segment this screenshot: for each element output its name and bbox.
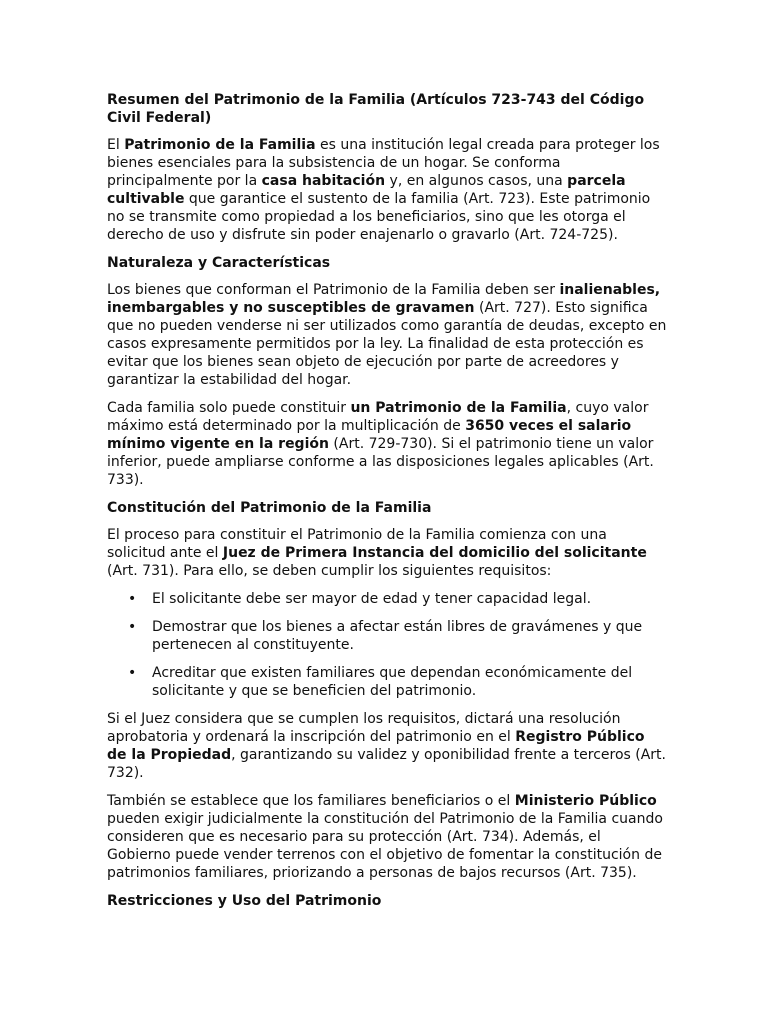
naturaleza-paragraph: [107, 281, 668, 389]
text-run: También se establece que los familiares beneficiarios o el: [107, 793, 515, 809]
text-run: (Art. 731). Para ello, se deben cumplir los siguientes requisitos:: [107, 563, 552, 579]
registro-paragraph: [107, 710, 668, 782]
bold-term: casa habitación: [261, 173, 386, 189]
text-run: , cuyo valor máximo está determinado por la multiplicación de: [107, 400, 649, 434]
text-run: , garantizando su validez y oponibilidad frente a terceros (Art. 732).: [107, 747, 666, 781]
requirements-list: [107, 590, 668, 700]
valor-paragraph: [107, 399, 668, 489]
bold-term: Juez de Primera Instancia del domicilio del solicitante: [222, 545, 647, 561]
document-title: Resumen del Patrimonio de la Familia (Artículos 723-743 del Código Civil Federal): [107, 92, 645, 126]
bold-term: parcela cultivable: [107, 173, 626, 207]
text-run: El proceso para constituir el Patrimonio de la Familia comienza con una solicitud ante el: [107, 527, 607, 561]
list-item: • Demostrar que los bienes a afectar están libres de gravámenes y que pertenecen al constituyente.: [152, 618, 668, 654]
list-item: • El solicitante debe ser mayor de edad y tener capacidad legal.: [152, 590, 668, 608]
text-run: y, en algunos casos, una: [385, 173, 568, 189]
text-run: (Art. 727). Esto significa que no pueden venderse ni ser utilizados como garantía de deudas, excepto en casos expresamente permitidos por la ley. La finalidad de esta protección es evitar que los bienes sean objeto de ejecución por parte de acreedores y garantizar la estabilidad del hogar.: [107, 300, 667, 388]
intro-paragraph: [107, 136, 668, 244]
bold-term: 3650 veces el salario mínimo vigente en la región: [107, 418, 632, 452]
text-run: que garantice el sustento de la familia (Art. 723). Este patrimonio no se transmite como propiedad a los beneficiarios, sino que les otorga el derecho de uso y disfrute sin poder enajenarlo o gravarlo (Art. 724-725).: [107, 191, 651, 243]
section-heading-constitucion: Constitución del Patrimonio de la Familia: [107, 500, 432, 516]
text-run: Si el Juez considera que se cumplen los requisitos, dictará una resolución aprobatoria y ordenará la inscripción del patrimonio en el: [107, 711, 621, 745]
bold-term: Registro Público de la Propiedad: [107, 729, 645, 763]
bold-term: inalienables, inembargables y no susceptibles de gravamen: [107, 282, 661, 316]
text-run: El: [107, 137, 125, 153]
text-run: (Art. 729-730). Si el patrimonio tiene un valor inferior, puede ampliarse conforme a las disposiciones legales aplicables (Art. 733).: [107, 436, 654, 488]
bold-term: Ministerio Público: [514, 793, 657, 809]
text-run: pueden exigir judicialmente la constitución del Patrimonio de la Familia cuando consideren que es necesario para su protección (Art. 734). Además, el Gobierno puede vender terrenos con el objetivo de fomentar la constitución de patrimonios familiares, priorizando a personas de bajos recursos (Art. 735).: [107, 811, 663, 881]
bold-term: Patrimonio de la Familia: [124, 137, 316, 153]
list-item: • Acreditar que existen familiares que dependan económicamente del solicitante y que se beneficien del patrimonio.: [152, 664, 668, 700]
section-heading-naturaleza: Naturaleza y Características: [107, 255, 331, 271]
section-heading-restricciones: Restricciones y Uso del Patrimonio: [107, 893, 382, 909]
ministerio-paragraph: [107, 792, 668, 882]
text-run: es una institución legal creada para proteger los bienes esenciales para la subsistencia de un hogar. Se conforma principalmente por la: [107, 137, 660, 189]
constitucion-paragraph: [107, 526, 668, 580]
text-run: Los bienes que conforman el Patrimonio de la Familia deben ser: [107, 282, 560, 298]
text-run: Cada familia solo puede constituir: [107, 400, 351, 416]
bold-term: un Patrimonio de la Familia: [350, 400, 567, 416]
